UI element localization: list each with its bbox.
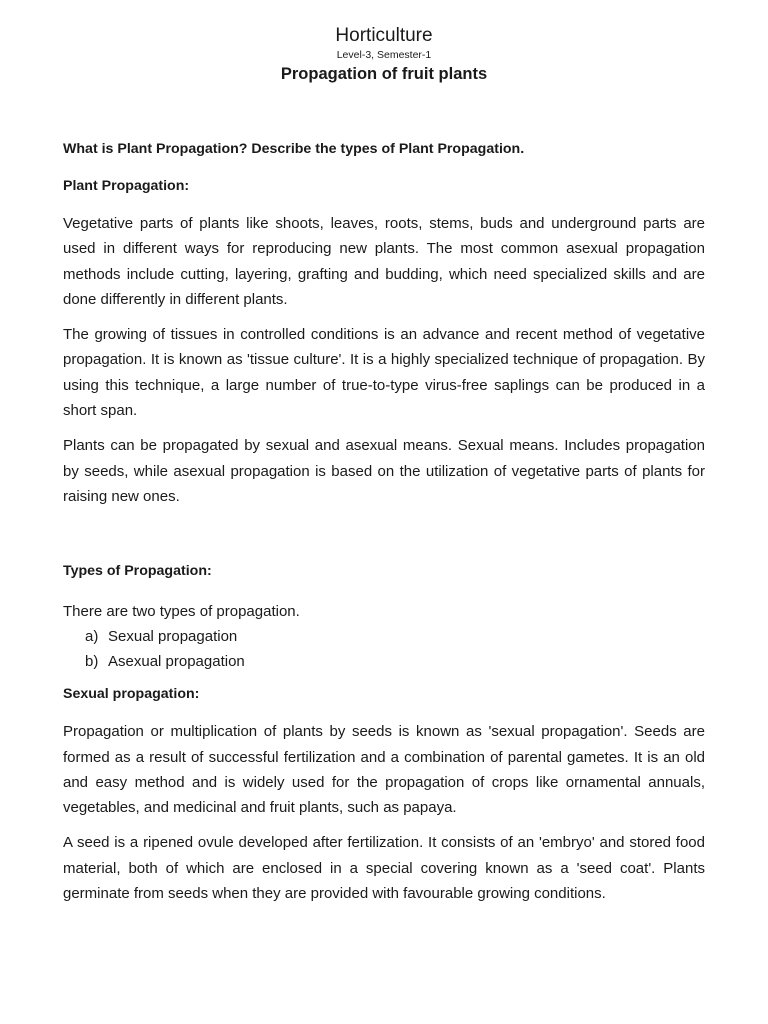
paragraph: Plants can be propagated by sexual and asexual means. Sexual means. Includes propagation by seeds, while asexual propagation is based on the utilization of vegetative parts of plants for raising new ones.: [63, 437, 705, 505]
paragraph: The growing of tissues in controlled conditions is an advance and recent method of vegetative propagation. It is known as 'tissue culture'. It is a highly specialized technique of propagation. By using this technique, a large number of true-to-type virus-free saplings can be produced in a short span.: [63, 326, 705, 420]
list-marker: b): [85, 653, 99, 671]
list-item-label: Asexual propagation: [108, 653, 245, 671]
document-title: Propagation of fruit plants: [280, 65, 488, 83]
list-item: [85, 624, 705, 649]
level-semester: Level-3, Semester-1: [336, 49, 432, 61]
document-body: [63, 176, 705, 916]
section-heading-plant-propagation: Plant Propagation:: [63, 178, 190, 194]
types-list: [63, 624, 705, 674]
paragraph: Propagation or multiplication of plants by seeds is known as 'sexual propagation'. Seeds are formed as a result of successful fertilization and a combination of parental gametes. It is an old and easy method and is widely used for the propagation of crops like ornamental annuals, vegetables, and medicinal and fruit plants, such as papaya.: [63, 723, 705, 817]
list-item-label: Sexual propagation: [108, 628, 238, 646]
section-heading-sexual: Sexual propagation:: [63, 686, 200, 703]
section-sexual-propagation: [63, 684, 705, 906]
subject-title: Horticulture: [335, 25, 433, 46]
section-types-of-propagation: [63, 561, 705, 674]
list-item: [85, 649, 705, 674]
list-marker: a): [85, 628, 99, 646]
question-heading: What is Plant Propagation? Describe the types of Plant Propagation.: [63, 141, 525, 157]
paragraph: Vegetative parts of plants like shoots, leaves, roots, stems, buds and underground parts are used in different ways for reproducing new plants. The most common asexual propagation methods include cutting, layering, grafting and budding, which need specialized skills and are done differently in different plants.: [63, 215, 705, 308]
section-plant-propagation: [63, 176, 705, 509]
section-heading-types: Types of Propagation:: [63, 563, 212, 580]
document-header: [63, 24, 705, 85]
paragraph: A seed is a ripened ovule developed after fertilization. It consists of an 'embryo' and stored food material, both of which are enclosed in a special covering known as a 'seed coat'. Plants germinate from seeds when they are provided with favourable growing conditions.: [63, 834, 705, 903]
spacer: [63, 519, 705, 561]
types-intro: There are two types of propagation.: [63, 603, 300, 621]
